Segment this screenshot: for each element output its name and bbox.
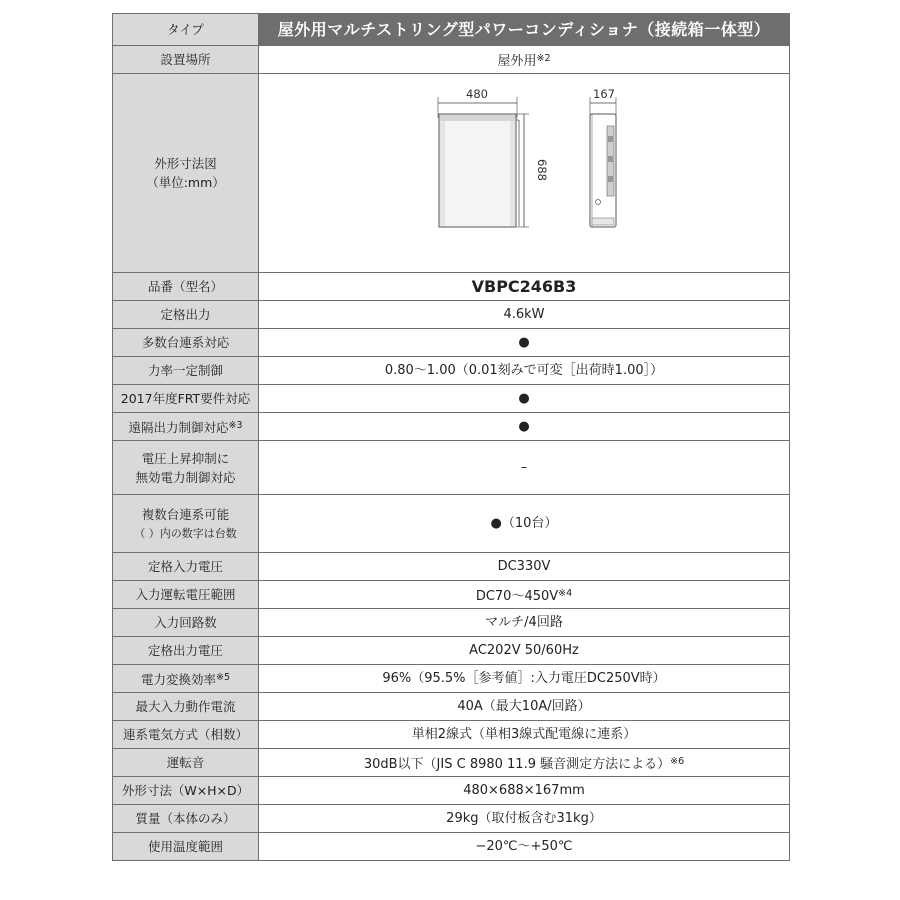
input-range-cell — [259, 581, 790, 609]
row-operating-temp — [113, 833, 790, 861]
power-factor-label: 力率一定制御 — [113, 357, 259, 385]
voltage-rise-label: 電圧上昇抑制に — [141, 450, 230, 466]
multi-connect-label2: （ ）内の数字は台数 — [134, 526, 237, 540]
row-input-range — [113, 581, 790, 609]
voltage-rise-value: – — [259, 441, 790, 495]
input-circuits-label: 入力回路数 — [113, 609, 259, 637]
efficiency-note: ※5 — [216, 672, 231, 683]
multi-unit-value: ● — [259, 329, 790, 357]
noise-cell — [259, 749, 790, 777]
depth-dim-label: 167 — [593, 86, 615, 101]
noise-label: 運転音 — [113, 749, 259, 777]
input-range-note: ※4 — [558, 587, 573, 599]
grid-system-value: 単相2線式（単相3線式配電線に連系） — [259, 721, 790, 749]
model-number-label: 品番（型名） — [113, 273, 259, 301]
remote-control-value: ● — [259, 413, 790, 441]
row-rated-output — [113, 301, 790, 329]
noise-note: ※6 — [670, 755, 685, 767]
voltage-rise-label-cell — [113, 441, 259, 495]
dimension-drawing-label-cell — [113, 74, 259, 273]
mass-value: 29kg（取付板含む31kg） — [259, 805, 790, 833]
voltage-rise-label2: 無効電力制御対応 — [135, 469, 236, 485]
input-circuits-value: マルチ/4回路 — [259, 609, 790, 637]
dimension-svg — [259, 76, 792, 271]
efficiency-value: 96%（95.5%［参考値］:入力電圧DC250V時） — [259, 665, 790, 693]
row-rated-output-voltage — [113, 637, 790, 665]
noise-value: 30dB以下（JIS C 8980 11.9 騒音測定方法による） — [363, 756, 671, 772]
operating-temp-value: −20℃～+50℃ — [259, 833, 790, 861]
row-voltage-rise — [113, 441, 790, 495]
row-input-circuits — [113, 609, 790, 637]
multi-connect-label: 複数台連系可能 — [141, 506, 230, 522]
remote-control-label-cell — [113, 413, 259, 441]
side-depth-dimension — [590, 87, 616, 118]
dimension-drawing — [259, 74, 790, 273]
row-rated-input-voltage — [113, 553, 790, 581]
row-multi-unit — [113, 329, 790, 357]
multi-connect-value: ●（10台） — [259, 495, 790, 553]
frt-label: 2017年度FRT要件対応 — [113, 385, 259, 413]
input-range-value: DC70～450V — [475, 588, 559, 604]
height-dim-label: 688 — [535, 158, 549, 181]
rated-output-value: 4.6kW — [259, 301, 790, 329]
efficiency-label-cell — [113, 665, 259, 693]
install-location-note: ※2 — [536, 52, 551, 64]
rated-output-voltage-value: AC202V 50/60Hz — [259, 637, 790, 665]
rated-output-label: 定格出力 — [113, 301, 259, 329]
row-remote-control — [113, 413, 790, 441]
row-mass — [113, 805, 790, 833]
remote-control-label: 遠隔出力制御対応 — [128, 420, 229, 435]
row-dimension-drawing — [113, 74, 790, 273]
row-install-location — [113, 46, 790, 74]
type-label: タイプ — [113, 14, 259, 46]
spec-table — [112, 13, 790, 861]
install-location-value: 屋外用 — [497, 53, 537, 69]
dimensions-value: 480×688×167mm — [259, 777, 790, 805]
rated-input-voltage-value: DC330V — [259, 553, 790, 581]
row-efficiency — [113, 665, 790, 693]
install-location-label: 設置場所 — [113, 46, 259, 74]
operating-temp-label: 使用温度範囲 — [113, 833, 259, 861]
max-input-current-value: 40A（最大10A/回路） — [259, 693, 790, 721]
row-frt — [113, 385, 790, 413]
row-multi-connect — [113, 495, 790, 553]
multi-connect-label-cell — [113, 495, 259, 553]
frt-value: ● — [259, 385, 790, 413]
input-range-label: 入力運転電圧範囲 — [113, 581, 259, 609]
install-location-cell — [259, 46, 790, 74]
remote-control-note: ※3 — [228, 420, 243, 431]
rated-input-voltage-label: 定格入力電圧 — [113, 553, 259, 581]
dimension-drawing-label: 外形寸法図 — [154, 156, 217, 171]
dimensions-label: 外形寸法（W×H×D） — [113, 777, 259, 805]
grid-system-label: 連系電気方式（相数） — [113, 721, 259, 749]
efficiency-label: 電力変換効率 — [140, 672, 216, 687]
model-number-value: VBPC246B3 — [259, 273, 790, 301]
power-factor-value: 0.80～1.00（0.01刻みで可変［出荷時1.00］） — [259, 357, 790, 385]
height-dimension — [517, 114, 549, 227]
row-dimensions — [113, 777, 790, 805]
row-max-input-current — [113, 693, 790, 721]
type-value: 屋外用マルチストリング型パワーコンディショナ（接続箱一体型） — [259, 14, 790, 46]
multi-unit-label: 多数台連系対応 — [113, 329, 259, 357]
side-view — [590, 114, 616, 227]
rated-output-voltage-label: 定格出力電圧 — [113, 637, 259, 665]
width-dim-label: 480 — [466, 86, 488, 101]
row-noise — [113, 749, 790, 777]
row-type — [113, 14, 790, 46]
row-model-number — [113, 273, 790, 301]
mass-label: 質量（本体のみ） — [113, 805, 259, 833]
dimension-drawing-unit: （単位:mm） — [146, 175, 225, 190]
front-view — [439, 114, 519, 227]
row-grid-system — [113, 721, 790, 749]
max-input-current-label: 最大入力動作電流 — [113, 693, 259, 721]
row-power-factor — [113, 357, 790, 385]
front-width-dimension — [438, 87, 517, 118]
